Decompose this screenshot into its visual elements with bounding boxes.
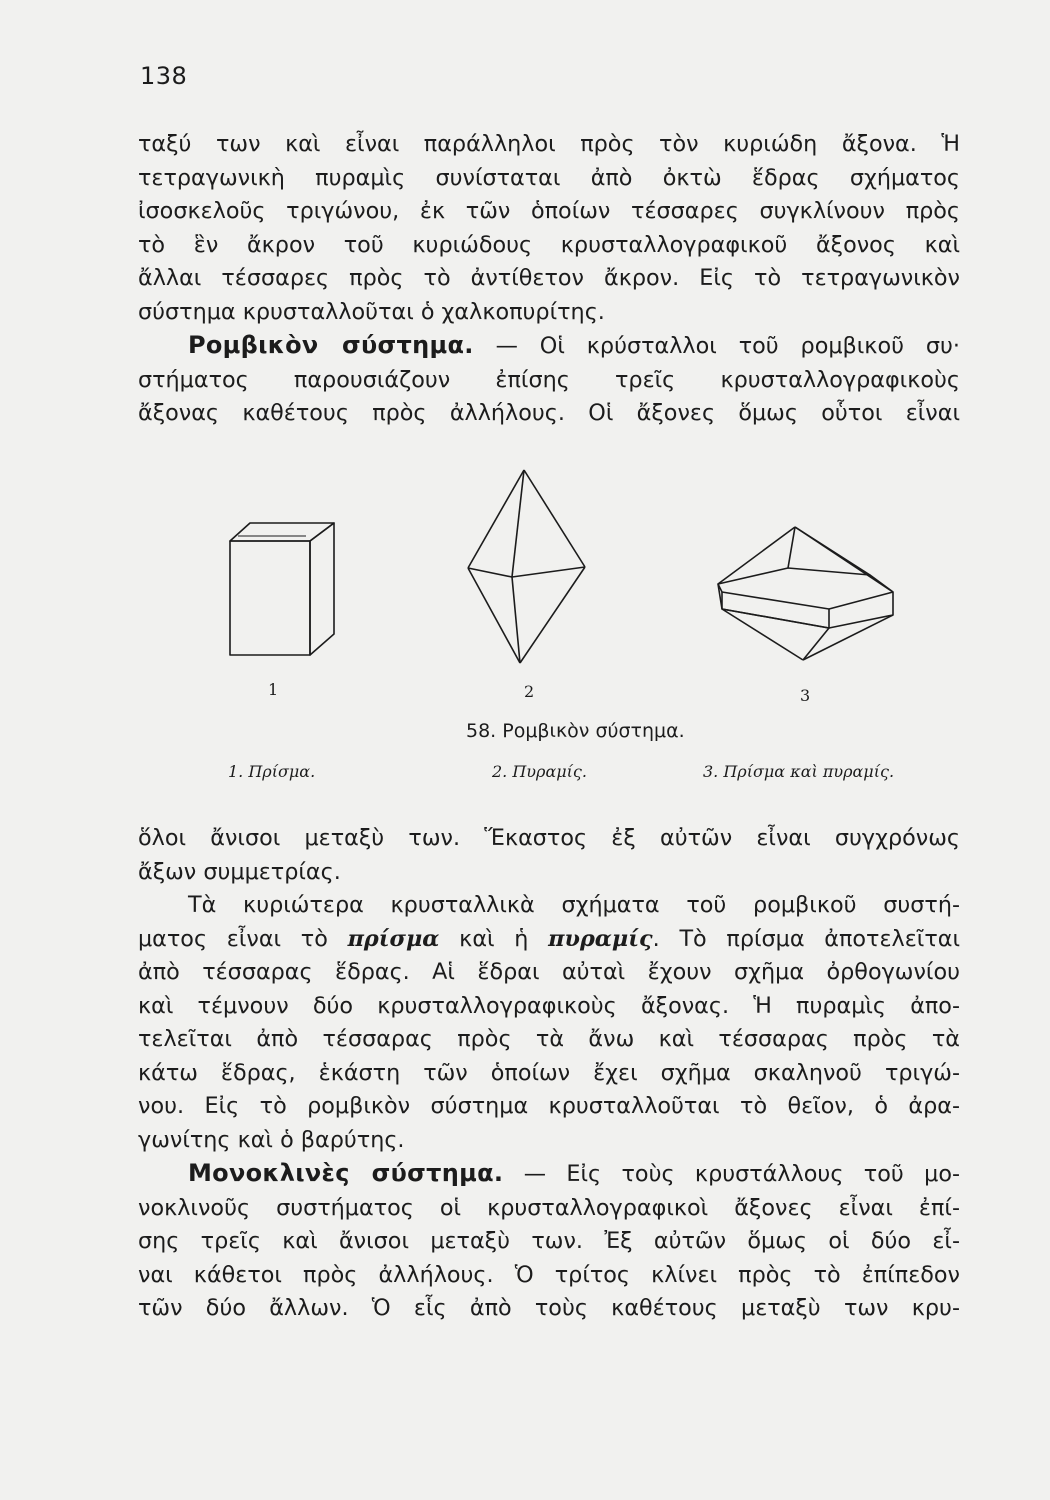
prism-drawing <box>230 523 334 655</box>
page-number: 138 <box>140 62 188 90</box>
figure-label-2: 2 <box>524 682 535 701</box>
text-line: ταξύ των καὶ εἶναι παράλληλοι πρὸς τὸν κυριώδη ἄξονα. Ἡ <box>138 131 960 157</box>
text-line-with-terms <box>138 923 960 957</box>
text-line: τῶν δύο ἄλλων. Ὁ εἷς ἀπὸ τοὺς καθέτους μεταξὺ των κρυ- <box>138 1295 960 1321</box>
text-line: τὸ ἓν ἄκρον τοῦ κυριώδους κρυσταλλογραφικοῦ ἄξονος καὶ <box>138 231 960 258</box>
text-fragment: καὶ ἡ <box>439 925 549 952</box>
text-line: καὶ τέμνουν δύο κρυσταλλογραφικοὺς ἄξονας. Ἡ πυραμὶς ἀπο- <box>138 992 960 1019</box>
text-line: ναι κάθετοι πρὸς ἀλλήλους. Ὁ τρίτος κλίνει πρὸς τὸ ἐπίπεδον <box>138 1261 960 1288</box>
text-line: σύστημα κρυσταλλοῦται ὁ χαλκοπυρίτης. <box>138 298 605 325</box>
text-line: Τὰ κυριώτερα κρυσταλλικὰ σχήματα τοῦ ρομβικοῦ συστή- <box>188 892 960 918</box>
text-line: ἀπὸ τέσσαρας ἕδρας. Αἱ ἕδραι αὐταὶ ἔχουν σχῆμα ὀρθογωνίου <box>138 959 960 985</box>
text-line: τελεῖται ἀπὸ τέσσαρας πρὸς τὰ ἄνω καὶ τέσσαρας πρὸς τὰ <box>138 1026 960 1052</box>
text-line: ἄξων συμμετρίας. <box>138 858 341 885</box>
text-fragment: — Εἰς τοὺς κρυστάλλους τοῦ μο- <box>523 1161 960 1187</box>
monoclinic-section-first-line <box>138 1157 960 1192</box>
text-fragment: — Οἱ κρύσταλλοι τοῦ ρομβικοῦ συ· <box>495 333 961 359</box>
text-line: ἄλλαι τέσσαρες πρὸς τὸ ἀντίθετον ἄκρον. Εἰς τὸ τετραγωνικὸν <box>138 265 960 291</box>
prism-pyramid-drawing <box>718 527 893 660</box>
figure-caption: 58. Ρομβικὸν σύστημα. <box>466 720 685 742</box>
subcaption-prism: 1. Πρίσμα. <box>228 762 316 781</box>
subcaption-pyramid: 2. Πυραμίς. <box>492 762 587 781</box>
term-prism: πρίσμα <box>347 925 440 952</box>
text-line: νου. Εἰς τὸ ρομβικὸν σύστημα κρυσταλλοῦται τὸ θεῖον, ὁ ἀρα- <box>138 1093 960 1119</box>
term-pyramid: πυραμίς <box>548 925 653 952</box>
text-line: κάτω ἕδρας, ἑκάστη τῶν ὁποίων ἔχει σχῆμα σκαληνοῦ τριγώ- <box>138 1059 960 1086</box>
monoclinic-heading: Μονοκλινὲς σύστημα. <box>188 1159 504 1187</box>
text-line: σης τρεῖς καὶ ἄνισοι μεταξὺ των. Ἐξ αὐτῶν ὅμως οἱ δύο εἶ- <box>138 1228 960 1254</box>
text-line: γωνίτης καὶ ὁ βαρύτης. <box>138 1126 405 1153</box>
text-line: στήματος παρουσιάζουν ἐπίσης τρεῖς κρυσταλλογραφικοὺς <box>138 366 960 393</box>
rhombic-heading: Ρομβικὸν σύστημα. <box>188 331 474 359</box>
bottom-text-block <box>138 822 960 1326</box>
figure-label-3: 3 <box>800 686 811 705</box>
text-line: τετραγωνικὴ πυραμὶς συνίσταται ἀπὸ ὀκτὼ ἕδρας σχήματος <box>138 164 960 191</box>
pyramid-drawing <box>468 470 585 663</box>
text-line: ὅλοι ἄνισοι μεταξὺ των. Ἕκαστος ἐξ αὐτῶν εἶναι συγχρόνως <box>138 825 960 851</box>
text-line: ἄξονας καθέτους πρὸς ἀλλήλους. Οἱ ἄξονες ὅμως οὗτοι εἶναι <box>138 400 960 426</box>
figure-label-1: 1 <box>268 680 279 699</box>
text-line: ἰσοσκελοῦς τριγώνου, ἐκ τῶν ὁποίων τέσσαρες συγκλίνουν πρὸς <box>138 198 960 224</box>
subcaption-prism-pyramid: 3. Πρίσμα καὶ πυραμίς. <box>703 762 895 781</box>
text-fragment: . Τὸ πρίσμα ἀποτελεῖται <box>652 925 960 952</box>
text-line: νοκλινοῦς συστήματος οἱ κρυσταλλογραφικοὶ ἄξονες εἶναι ἐπί- <box>138 1194 960 1221</box>
text-fragment: ματος εἶναι τὸ <box>138 925 348 952</box>
